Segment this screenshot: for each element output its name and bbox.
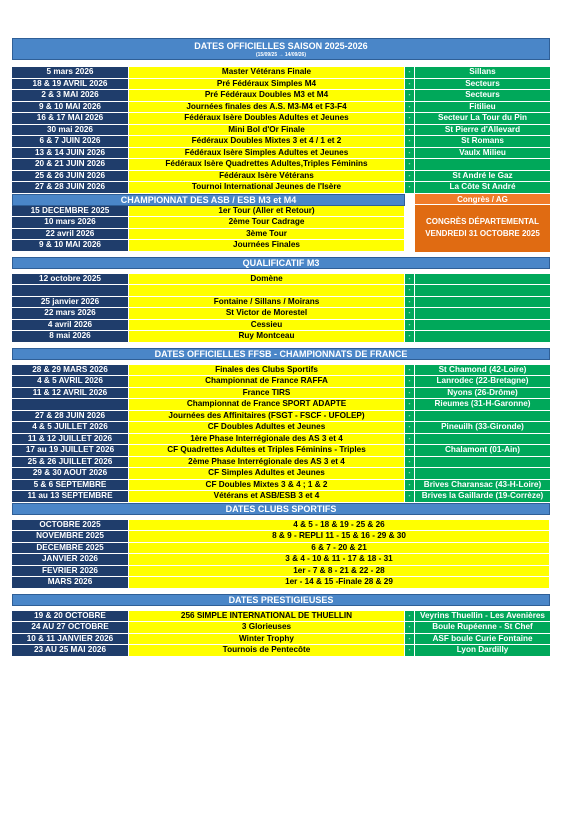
row-event: 256 SIMPLE INTERNATIONAL DE THUELLIN — [129, 611, 405, 622]
row-date: 8 mai 2026 — [12, 331, 129, 342]
clubs-sportifs-rows — [12, 520, 550, 589]
row-marker: - — [405, 320, 415, 331]
row-event: France TIRS — [129, 388, 405, 399]
congres-label: Congrès / AG — [415, 194, 550, 206]
table-row — [12, 274, 550, 286]
table-row — [12, 159, 550, 171]
row-date: 15 DECEMBRE 2025 — [12, 206, 129, 217]
row-marker: - — [405, 171, 415, 182]
row-date: 20 & 21 JUIN 2026 — [12, 159, 129, 170]
table-row — [12, 206, 405, 218]
row-location — [415, 159, 550, 170]
row-location — [415, 308, 550, 319]
row-date: 28 & 29 MARS 2026 — [12, 365, 129, 376]
row-marker: - — [405, 102, 415, 113]
section-header-ffsb: DATES OFFICIELLES FFSB - CHAMPIONNATS DE FRANCE — [12, 348, 550, 360]
row-event: Pré Fédéraux Doubles M3 et M4 — [129, 90, 405, 101]
row-event: Fédéraux Isère Doubles Adultes et Jeunes — [129, 113, 405, 124]
row-date: DECEMBRE 2025 — [12, 543, 129, 554]
row-location — [415, 411, 550, 422]
row-event: 2ème Phase Interrégionale des AS 3 et 4 — [129, 457, 405, 468]
row-location — [415, 434, 550, 445]
row-location: Lyon Dardilly — [415, 645, 550, 656]
congres-panel — [405, 194, 550, 252]
row-location: Nyons (26-Drôme) — [415, 388, 550, 399]
row-date: 11 & 12 JUILLET 2026 — [12, 434, 129, 445]
row-marker: - — [405, 136, 415, 147]
row-event: Fédéraux Isère Simples Adultes et Jeunes — [129, 148, 405, 159]
row-event: Master Vétérans Finale — [129, 67, 405, 78]
row-marker: - — [405, 274, 415, 285]
row-marker: - — [405, 148, 415, 159]
row-marker: - — [405, 113, 415, 124]
table-row — [12, 113, 550, 125]
row-date: 25 janvier 2026 — [12, 297, 129, 308]
row-event — [129, 285, 405, 296]
row-date: 17 au 19 JUILLET 2026 — [12, 445, 129, 456]
row-date: OCTOBRE 2025 — [12, 520, 129, 531]
row-date: NOVEMBRE 2025 — [12, 531, 129, 542]
row-date: 13 & 14 JUIN 2026 — [12, 148, 129, 159]
row-location: Lanrodec (22-Bretagne) — [415, 376, 550, 387]
table-row — [12, 229, 405, 241]
table-row — [12, 182, 550, 194]
row-location: Brives Charansac (43-H-Loire) — [415, 480, 550, 491]
row-event: Journées des Affinitaires (FSGT - FSCF - UFOLEP) — [129, 411, 405, 422]
table-row — [12, 79, 550, 91]
row-location: Brives la Gaillarde (19-Corrèze) — [415, 491, 550, 502]
table-row — [12, 136, 550, 148]
row-date: 4 avril 2026 — [12, 320, 129, 331]
row-location: Veyrins Thuellin - Les Avenières — [415, 611, 550, 622]
row-marker: - — [405, 388, 415, 399]
table-row — [12, 376, 550, 388]
row-date: 22 mars 2026 — [12, 308, 129, 319]
table-row — [12, 645, 550, 657]
row-event: 6 & 7 - 20 & 21 — [129, 543, 550, 554]
row-marker: - — [405, 468, 415, 479]
row-marker: - — [405, 67, 415, 78]
row-date: 16 & 17 MAI 2026 — [12, 113, 129, 124]
table-row — [12, 457, 550, 469]
row-location: St Chamond (42-Loire) — [415, 365, 550, 376]
row-marker: - — [405, 634, 415, 645]
row-location — [415, 285, 550, 296]
section-official-dates — [12, 67, 550, 194]
row-event: Fédéraux Doubles Mixtes 3 et 4 / 1 et 2 — [129, 136, 405, 147]
row-date — [12, 285, 129, 296]
section-asb-esb-block — [12, 194, 550, 252]
table-row — [12, 531, 550, 543]
row-location: St Pierre d'Allevard — [415, 125, 550, 136]
row-date: FEVRIER 2026 — [12, 566, 129, 577]
congres-title: CONGRÈS DÉPARTEMENTAL — [425, 217, 540, 227]
row-location: Sillans — [415, 67, 550, 78]
row-date: 9 & 10 MAI 2026 — [12, 240, 129, 251]
row-location: Chalamont (01-Ain) — [415, 445, 550, 456]
row-location — [415, 468, 550, 479]
row-date: 29 & 30 AOUT 2026 — [12, 468, 129, 479]
row-date: 24 AU 27 OCTOBRE — [12, 622, 129, 633]
row-date: MARS 2026 — [12, 577, 129, 588]
row-marker: - — [405, 79, 415, 90]
row-location — [415, 320, 550, 331]
table-row — [12, 543, 550, 555]
row-date: 4 & 5 AVRIL 2026 — [12, 376, 129, 387]
row-date: 30 mai 2026 — [12, 125, 129, 136]
section-header-asb-esb: CHAMPIONNAT DES ASB / ESB M3 et M4 — [12, 194, 405, 206]
row-location: Vaulx Milieu — [415, 148, 550, 159]
row-location: St Romans — [415, 136, 550, 147]
row-event: 1er Tour (Aller et Retour) — [129, 206, 405, 217]
row-location — [415, 297, 550, 308]
row-date: 12 octobre 2025 — [12, 274, 129, 285]
row-event: Fédéraux Isère Quadrettes Adultes,Triples Féminins — [129, 159, 405, 170]
row-date: JANVIER 2026 — [12, 554, 129, 565]
row-marker: - — [405, 457, 415, 468]
row-date: 9 & 10 MAI 2026 — [12, 102, 129, 113]
row-date: 25 & 26 JUILLET 2026 — [12, 457, 129, 468]
table-row — [12, 445, 550, 457]
row-event: Finales des Clubs Sportifs — [129, 365, 405, 376]
page-title: DATES OFFICIELLES SAISON 2025-2026 — [194, 40, 368, 51]
row-event: 4 & 5 - 18 & 19 - 25 & 26 — [129, 520, 550, 531]
table-row — [12, 320, 550, 332]
table-row — [12, 67, 550, 79]
row-event: 2ème Tour Cadrage — [129, 217, 405, 228]
row-date: 6 & 7 JUIN 2026 — [12, 136, 129, 147]
row-marker: - — [405, 159, 415, 170]
table-row — [12, 468, 550, 480]
row-marker: - — [405, 491, 415, 502]
table-row — [12, 611, 550, 623]
row-event: CF Doubles Mixtes 3 & 4 ; 1 & 2 — [129, 480, 405, 491]
row-event: Tournois de Pentecôte — [129, 645, 405, 656]
row-event: Fédéraux Isère Vétérans — [129, 171, 405, 182]
section-header-prestigieuses: DATES PRESTIGIEUSES — [12, 594, 550, 606]
table-row — [12, 622, 550, 634]
table-row — [12, 554, 550, 566]
table-row — [12, 577, 550, 589]
row-event: 8 & 9 - REPLI 11 - 15 & 16 - 29 & 30 — [129, 531, 550, 542]
row-event: 3 Glorieuses — [129, 622, 405, 633]
row-marker: - — [405, 331, 415, 342]
row-marker: - — [405, 411, 415, 422]
main-title-header — [12, 38, 550, 60]
table-row — [12, 90, 550, 102]
table-row — [12, 297, 550, 309]
row-event: Cessieu — [129, 320, 405, 331]
table-row — [12, 520, 550, 532]
row-event: 1ère Phase Interrégionale des AS 3 et 4 — [129, 434, 405, 445]
row-event: Mini Bol d'Or Finale — [129, 125, 405, 136]
calendar-sheet — [12, 38, 550, 657]
row-event: Winter Trophy — [129, 634, 405, 645]
table-row — [12, 102, 550, 114]
row-location: Rieumes (31-H-Garonne) — [415, 399, 550, 410]
row-marker: - — [405, 285, 415, 296]
row-date: 18 & 19 AVRIL 2026 — [12, 79, 129, 90]
season-range: (15/09/25 → 14/09/26) — [255, 51, 307, 58]
row-event: CF Simples Adultes et Jeunes — [129, 468, 405, 479]
row-event: Ruy Montceau — [129, 331, 405, 342]
row-marker: - — [405, 399, 415, 410]
row-marker: - — [405, 376, 415, 387]
table-row — [12, 388, 550, 400]
row-location: ASF boule Curie Fontaine — [415, 634, 550, 645]
ffsb-rows — [12, 365, 550, 503]
row-date: 10 mars 2026 — [12, 217, 129, 228]
row-date: 23 AU 25 MAI 2026 — [12, 645, 129, 656]
asb-esb-rows — [12, 206, 405, 252]
row-date: 5 mars 2026 — [12, 67, 129, 78]
row-marker: - — [405, 480, 415, 491]
row-marker: - — [405, 445, 415, 456]
row-event: Vétérans et ASB/ESB 3 et 4 — [129, 491, 405, 502]
row-location: Fitilieu — [415, 102, 550, 113]
row-location: Secteurs — [415, 90, 550, 101]
row-date: 25 & 26 JUIN 2026 — [12, 171, 129, 182]
row-date: 11 & 12 AVRIL 2026 — [12, 388, 129, 399]
row-event: St Victor de Morestel — [129, 308, 405, 319]
row-marker: - — [405, 434, 415, 445]
table-row — [12, 285, 550, 297]
table-row — [12, 240, 405, 252]
row-location: Secteurs — [415, 79, 550, 90]
row-date: 10 & 11 JANVIER 2026 — [12, 634, 129, 645]
row-location: Pineuilh (33-Gironde) — [415, 422, 550, 433]
row-location — [415, 457, 550, 468]
row-marker: - — [405, 182, 415, 193]
row-marker: - — [405, 125, 415, 136]
row-event: 1er - 7 & 8 - 21 & 22 - 28 — [129, 566, 550, 577]
row-date: 27 & 28 JUIN 2026 — [12, 411, 129, 422]
row-event: Tournoi International Jeunes de l'Isère — [129, 182, 405, 193]
table-row — [12, 171, 550, 183]
row-date: 19 & 20 OCTOBRE — [12, 611, 129, 622]
row-marker: - — [405, 422, 415, 433]
row-event: CF Doubles Adultes et Jeunes — [129, 422, 405, 433]
row-date: 5 & 6 SEPTEMBRE — [12, 480, 129, 491]
row-marker: - — [405, 297, 415, 308]
row-location — [415, 274, 550, 285]
table-row — [12, 434, 550, 446]
row-date: 27 & 28 JUIN 2026 — [12, 182, 129, 193]
row-location: St André le Gaz — [415, 171, 550, 182]
table-row — [12, 566, 550, 578]
congres-box — [415, 205, 550, 252]
row-event: 1er - 14 & 15 -Finale 28 & 29 — [129, 577, 550, 588]
table-row — [12, 480, 550, 492]
section-header-qualificatif-m3: QUALIFICATIF M3 — [12, 257, 550, 269]
table-row — [12, 422, 550, 434]
row-marker: - — [405, 611, 415, 622]
row-location: La Côte St André — [415, 182, 550, 193]
table-row — [12, 148, 550, 160]
row-location: Secteur La Tour du Pin — [415, 113, 550, 124]
table-row — [12, 331, 550, 343]
row-event: 3ème Tour — [129, 229, 405, 240]
prestigieuses-rows — [12, 611, 550, 657]
table-row — [12, 491, 550, 503]
section-header-clubs-sportifs: DATES CLUBS SPORTIFS — [12, 503, 550, 515]
row-marker: - — [405, 90, 415, 101]
row-date: 22 avril 2026 — [12, 229, 129, 240]
row-location — [415, 331, 550, 342]
row-event: 3 & 4 - 10 & 11 - 17 & 18 - 31 — [129, 554, 550, 565]
table-row — [12, 411, 550, 423]
table-row — [12, 217, 405, 229]
row-event: Domène — [129, 274, 405, 285]
row-event: Championnat de France SPORT ADAPTE — [129, 399, 405, 410]
row-event: CF Quadrettes Adultes et Triples Féminins - Triples — [129, 445, 405, 456]
row-event: Journées finales des A.S. M3-M4 et F3-F4 — [129, 102, 405, 113]
row-event: Journées Finales — [129, 240, 405, 251]
table-row — [12, 308, 550, 320]
row-marker: - — [405, 622, 415, 633]
row-event: Championnat de France RAFFA — [129, 376, 405, 387]
row-marker: - — [405, 645, 415, 656]
row-date: 11 au 13 SEPTEMBRE — [12, 491, 129, 502]
row-date: 2 & 3 MAI 2026 — [12, 90, 129, 101]
row-marker: - — [405, 308, 415, 319]
row-location: Boule Rupéenne - St Chef — [415, 622, 550, 633]
table-row — [12, 365, 550, 377]
row-date — [12, 399, 129, 410]
row-event: Pré Fédéraux Simples M4 — [129, 79, 405, 90]
table-row — [12, 399, 550, 411]
table-row — [12, 634, 550, 646]
table-row — [12, 125, 550, 137]
qualificatif-m3-rows — [12, 274, 550, 343]
row-event: Fontaine / Sillans / Moirans — [129, 297, 405, 308]
row-marker: - — [405, 365, 415, 376]
congres-date: VENDREDI 31 OCTOBRE 2025 — [425, 229, 540, 239]
row-date: 4 & 5 JUILLET 2026 — [12, 422, 129, 433]
